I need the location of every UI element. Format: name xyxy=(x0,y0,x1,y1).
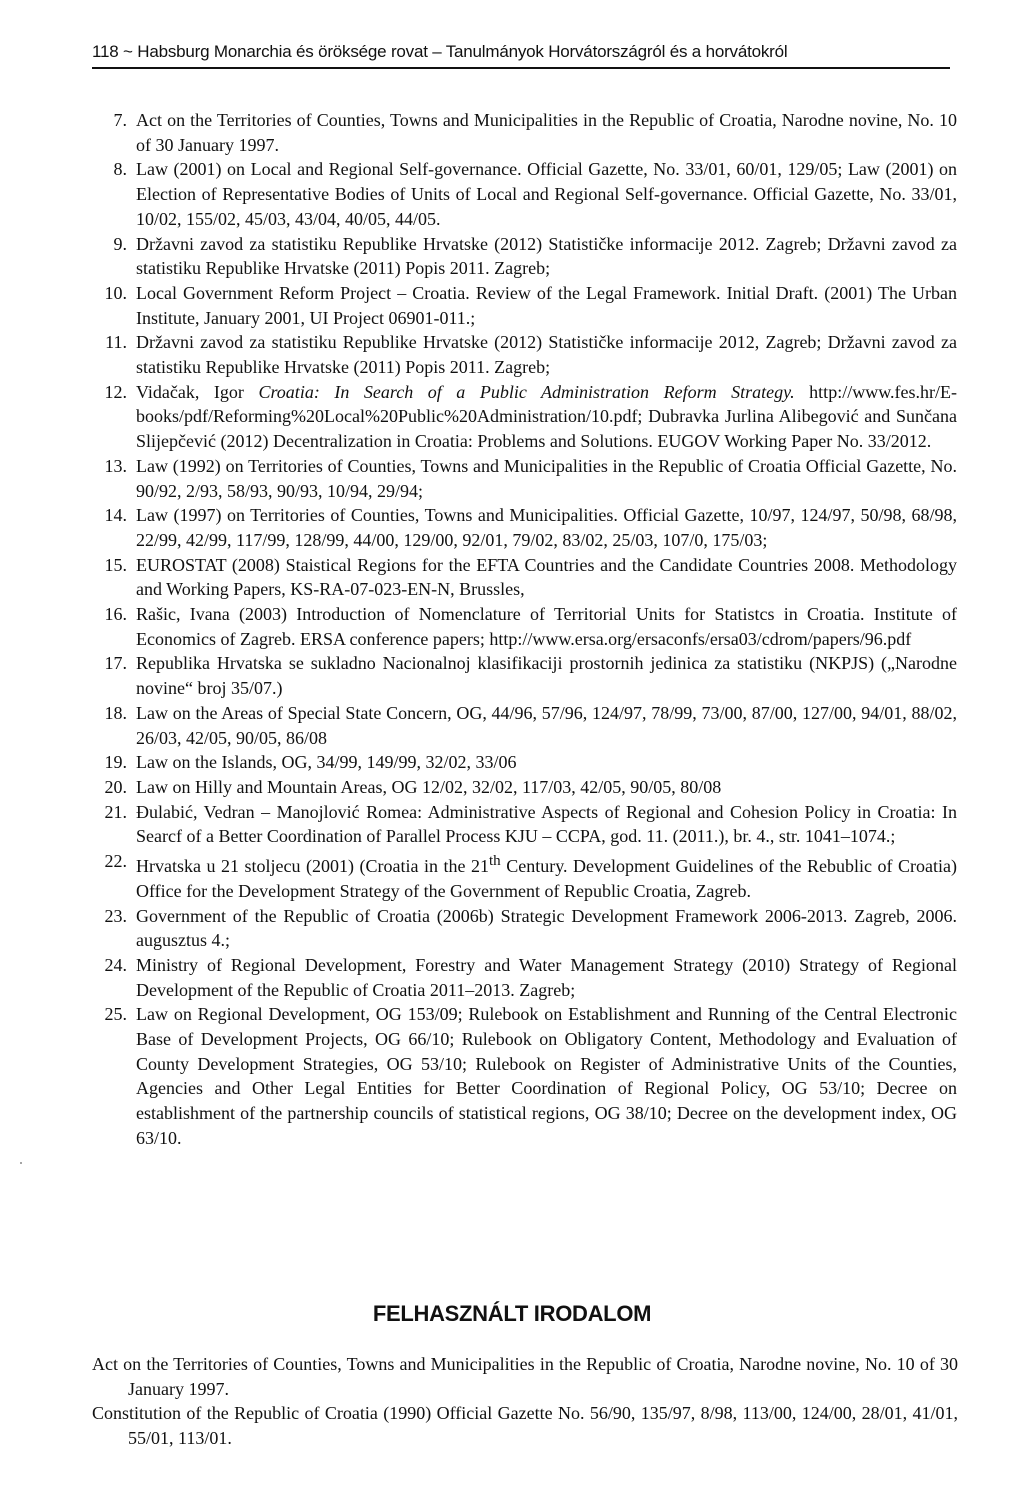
reference-text: EUROSTAT (2008) Staistical Regions for the EFTA Countries and the Candidate Countries 2008. Methodology and Working Papers, KS-RA-07-023-EN-N, Brussles, xyxy=(136,554,957,600)
reference-text: Law on the Islands, OG, 34/99, 149/99, 32/02, 33/06 xyxy=(136,752,517,773)
reference-text: Ministry of Regional Development, Forestry and Water Management Strategy (2010) Strategy of Regional Development of the Republic of Croatia 2011–2013. Zagreb; xyxy=(136,954,957,1000)
reference-text: Act on the Territories of Counties, Towns and Municipalities in the Republic of Croatia, Narodne novine, No. 10 of 30 January 1997. xyxy=(136,110,957,155)
reference-item xyxy=(93,454,957,503)
reference-item xyxy=(93,232,957,281)
reference-title-italic: Croatia: In Search of a Public Administration Reform Strategy. xyxy=(258,381,795,402)
bibliography-entry: Constitution of the Republic of Croatia (1990) Official Gazette No. 56/90, 135/97, 8/98, 113/00, 124/00, 28/01, 41/01, 55/01, 113/01. xyxy=(92,1403,958,1449)
reference-text: Državni zavod za statistiku Republike Hrvatske (2012) Statističke informacije 2012, Zagreb; Državni zavod za statistiku Republike Hrvatske (2011) Popis 2011. Zagreb; xyxy=(136,332,957,378)
reference-item xyxy=(93,157,957,231)
reference-text: Law on Hilly and Mountain Areas, OG 12/02, 32/02, 117/03, 42/05, 90/05, 80/08 xyxy=(136,776,722,797)
reference-text: Law (1997) on Territories of Counties, Towns and Municipalities. Official Gazette, 10/97, 124/97, 50/98, 68/98, 22/99, 42/99, 117/99, 128/99, 44/00, 129/00, 92/01, 79/02, 83/02, 25/03, 107/0, 175/03; xyxy=(136,505,957,550)
reference-item xyxy=(93,953,957,1002)
reference-item xyxy=(93,108,957,157)
reference-number: 18. xyxy=(104,702,127,723)
reference-number: 14. xyxy=(104,505,127,526)
reference-number: 25. xyxy=(104,1004,127,1025)
reference-author: Vidačak, Igor xyxy=(136,381,259,402)
reference-text: Državni zavod za statistiku Republike Hrvatske (2012) Statističke informacije 2012. Zagreb; Državni zavod za statistiku Republike Hrvatske (2011) Popis 2011. Zagreb; xyxy=(136,233,957,279)
reference-number: 19. xyxy=(104,752,127,773)
reference-text: Law on Regional Development, OG 153/09; Rulebook on Establishment and Running of the Central Electronic Base of Development Projects, OG 66/10; Rulebook on Obligatory Content, Methodology and Evaluation of County Development Strategies, OG 53/10; Rulebook on Register of Administrative Units of the Counties, Agencies and Other Legal Entities for Better Coordination of Regional Policy, OG 53/10; Decree on establishment of the partnership councils of statistical regions, OG 38/10; Decree on the development index, OG 63/10. xyxy=(136,1004,957,1148)
reference-number: 8. xyxy=(113,159,127,180)
reference-number: 23. xyxy=(104,905,127,926)
reference-item xyxy=(93,380,957,454)
reference-number: 16. xyxy=(104,604,127,625)
reference-number: 17. xyxy=(104,653,127,674)
reference-number: 7. xyxy=(113,110,127,130)
reference-item xyxy=(93,775,957,800)
reference-number: 11. xyxy=(105,332,127,353)
reference-number: 9. xyxy=(113,233,127,254)
reference-item xyxy=(93,904,957,953)
reference-text-start: Hrvatska u 21 stoljecu (2001) (Croatia in the 21 xyxy=(136,856,490,877)
reference-text: Rašic, Ivana (2003) Introduction of Nomenclature of Territorial Units for Statistcs in Croatia. Institute of Economics of Zagreb. ERSA conference papers; http://www.ersa.org/ersaconfs/ersa03/cdrom/papers/96.pdf xyxy=(136,604,957,649)
reference-text: Law (1992) on Territories of Counties, Towns and Municipalities in the Republic of Croatia Official Gazette, No. 90/92, 2/93, 58/93, 90/93, 10/94, 29/94; xyxy=(136,455,957,501)
reference-item xyxy=(93,750,957,775)
reference-text-rest: http://www.fes.hr/E-books/pdf/Reforming%20Local%20Public%20Administration/10.pdf; Dubravka Jurlina Alibegović and Sunčana Slijepčević (2012) Decentralization in Croatia: Problems and Solutions. EUGOV Working Paper No. 33/2012. xyxy=(136,381,957,452)
reference-text: Local Government Reform Project – Croatia. Review of the Legal Framework. Initial Draft. (2001) The Urban Institute, January 2001, UI Project 06901-011.; xyxy=(136,282,957,328)
header-rule xyxy=(92,67,950,69)
reference-text: Law on the Areas of Special State Concern, OG, 44/96, 57/96, 124/97, 78/99, 73/00, 87/00, 127/00, 94/01, 88/02, 26/03, 42/05, 90/05, 86/08 xyxy=(136,702,957,748)
reference-item xyxy=(93,281,957,330)
reference-text: Republika Hrvatska se sukladno Nacionalnoj klasifikaciji prostornih jedinica za statistiku (NKPJS) („Narodne novine“ broj 35/07.) xyxy=(136,653,957,699)
reference-item xyxy=(93,701,957,750)
ordinal-superscript: th xyxy=(489,853,501,870)
reference-number: 10. xyxy=(104,282,127,303)
reference-number: 22. xyxy=(104,851,127,872)
reference-item xyxy=(93,1002,957,1150)
reference-item xyxy=(93,602,957,651)
reference-number: 24. xyxy=(104,954,127,975)
reference-text xyxy=(129,849,957,903)
reference-item xyxy=(93,330,957,379)
reference-list xyxy=(93,108,957,1151)
running-header: 118 ~ Habsburg Monarchia és öröksége rovat – Tanulmányok Horvátországról és a horvátokról xyxy=(92,42,788,61)
reference-text: Đulabić, Vedran – Manojlović Romea: Administrative Aspects of Regional and Cohesion Policy in Croatia: In Searcf of a Better Coordination of Parallel Process KJU – CCPA, god. 11. (2011.), br. 4., str. 1041–1074.; xyxy=(136,801,957,847)
reference-number: 13. xyxy=(104,455,127,476)
reference-text: Law (2001) on Local and Regional Self-governance. Official Gazette, No. 33/01, 60/01, 129/05; Law (2001) on Election of Representative Bodies of Units of Local and Regional Self-governance. Official Gazette, No. 33/01, 10/02, 155/02, 45/03, 43/04, 40/05, 44/05. xyxy=(136,159,957,229)
reference-number: 12. xyxy=(104,381,127,402)
reference-item xyxy=(93,800,957,849)
reference-text: Government of the Republic of Croatia (2006b) Strategic Development Framework 2006-2013. Zagreb, 2006. augusztus 4.; xyxy=(136,905,957,951)
reference-number: 15. xyxy=(104,554,127,575)
section-heading: FELHASZNÁLT IRODALOM xyxy=(372,1301,652,1326)
reference-item xyxy=(93,849,957,903)
reference-text-rest: Century. Development Guidelines of the Rebublic of Croatia) Office for the Development Strategy of the Government of Republic Croatia, Zagreb. xyxy=(136,856,957,901)
scan-dot xyxy=(20,1162,22,1164)
bibliography-entry: Act on the Territories of Counties, Towns and Municipalities in the Republic of Croatia, Narodne novine, No. 10 of 30 January 1997. xyxy=(92,1354,958,1399)
reference-item xyxy=(93,553,957,602)
reference-number: 20. xyxy=(104,776,127,797)
reference-number: 21. xyxy=(104,801,127,822)
reference-text xyxy=(129,380,957,454)
reference-item xyxy=(93,503,957,552)
reference-item xyxy=(93,651,957,700)
bibliography-list xyxy=(92,1352,958,1451)
